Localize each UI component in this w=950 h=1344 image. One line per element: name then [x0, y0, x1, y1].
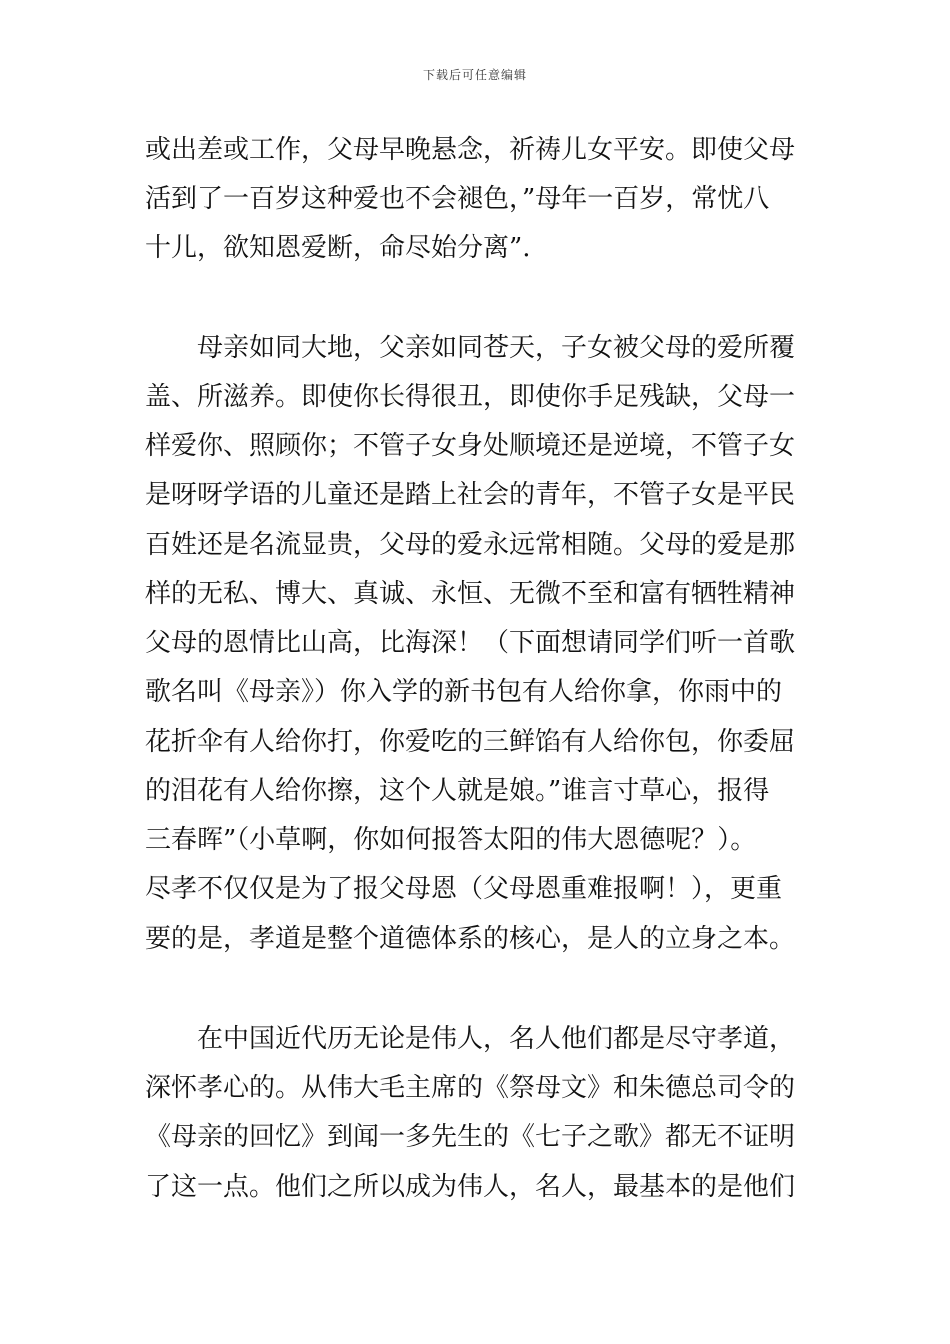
text-line: 三春晖”（小草啊，你如何报答太阳的伟大恩德呢？）。 — [145, 825, 757, 855]
text-line: 是呀呀学语的儿童还是踏上社会的青年，不管子女是平民 — [145, 480, 796, 510]
text-line: 深怀孝心的。从伟大毛主席的《祭母文》和朱德总司令的 — [145, 1073, 796, 1103]
text-line: 在中国近代历无论是伟人，名人他们都是尽守孝道， — [145, 1024, 796, 1054]
text-line: 百姓还是名流显贵，父母的爱永远常相随。父母的爱是那 — [145, 530, 796, 560]
text-line: 活到了一百岁这种爱也不会褪色，”母年一百岁，常忧八 — [145, 184, 770, 214]
text-line: 样爱你、照顾你；不管子女身处顺境还是逆境，不管子女 — [145, 431, 796, 461]
page-header: 下载后可任意编辑 — [422, 68, 527, 82]
text-line: 尽孝不仅仅是为了报父母恩（父母恩重难报啊！），更重 — [145, 874, 783, 904]
text-line: 《母亲的回忆》到闻一多先生的《七子之歌》都无不证明 — [145, 1122, 796, 1152]
text-line: 歌名叫《母亲》）你入学的新书包有人给你拿，你雨中的 — [145, 677, 783, 707]
text-line: 样的无私、博大、真诚、永恒、无微不至和富有牺牲精神 — [145, 579, 796, 609]
text-line: 盖、所滋养。即使你长得很丑，即使你手足残缺，父母一 — [145, 382, 796, 412]
text-line: 花折伞有人给你打，你爱吃的三鲜馅有人给你包，你委屈 — [145, 727, 796, 757]
text-line: 要的是，孝道是整个道德体系的核心，是人的立身之本。 — [145, 924, 796, 954]
text-line: 母亲如同大地，父亲如同苍天，子女被父母的爱所覆 — [145, 333, 796, 363]
text-line: 或出差或工作，父母早晚悬念，祈祷儿女平安。即使父母 — [145, 135, 796, 165]
text-line: 的泪花有人给你擦，这个人就是娘。”谁言寸草心，报得 — [145, 776, 770, 806]
text-line: 父母的恩情比山高，比海深！（下面想请同学们听一首歌 — [145, 628, 796, 658]
text-line: 十儿，欲知恩爱断，命尽始分离”. — [145, 233, 531, 263]
text-line: 了这一点。他们之所以成为伟人，名人，最基本的是他们 — [145, 1172, 796, 1202]
